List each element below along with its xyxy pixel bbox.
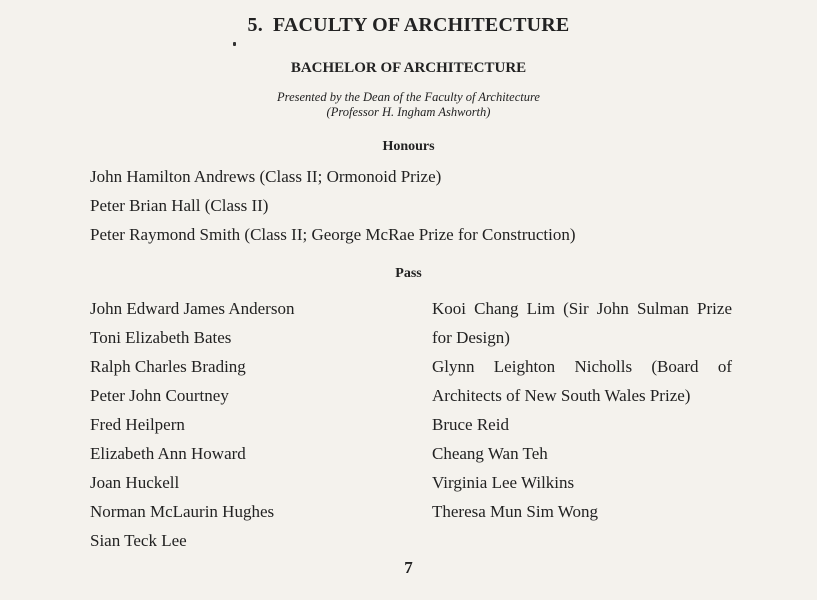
section-number: 5.: [247, 14, 263, 36]
pass-entry: Fred Heilpern: [90, 415, 185, 434]
honours-entry: John Hamilton Andrews (Class II; Ormonoid Prize): [90, 167, 442, 186]
pass-heading: Pass: [395, 266, 422, 281]
pass-entry: Joan Huckell: [90, 473, 180, 492]
pass-entry: Theresa Mun Sim Wong: [432, 502, 598, 521]
presenter-block: [0, 90, 817, 120]
pass-entry: Kooi Chang Lim (Sir John Sulman Prize for Design): [432, 299, 732, 347]
pass-list-left: [90, 294, 410, 555]
pass-entry: Peter John Courtney: [90, 386, 229, 405]
honours-entry: Peter Brian Hall (Class II): [90, 196, 269, 215]
print-speck: [233, 42, 236, 46]
section-title: FACULTY OF ARCHITECTURE: [272, 14, 570, 36]
pass-entry: Norman McLaurin Hughes: [90, 502, 275, 521]
pass-entry: Virginia Lee Wilkins: [432, 473, 575, 492]
pass-entry: Toni Elizabeth Bates: [90, 328, 232, 347]
pass-entry: Ralph Charles Brading: [90, 357, 246, 376]
pass-entry: Elizabeth Ann Howard: [90, 444, 246, 463]
pass-entry: Glynn Leighton Nicholls (Board of Architects of New South Wales Prize): [432, 357, 732, 405]
pass-entry: Sian Teck Lee: [90, 531, 187, 550]
degree-title: BACHELOR OF ARCHITECTURE: [290, 60, 527, 76]
pass-entry: Cheang Wan Teh: [432, 444, 548, 463]
presenter-line-2: (Professor H. Ingham Ashworth): [326, 105, 491, 119]
section-heading: [0, 14, 817, 37]
honours-list: [90, 166, 790, 253]
pass-list-right: [432, 294, 732, 526]
page-number: 7: [404, 558, 413, 577]
pass-entry: Bruce Reid: [432, 415, 509, 434]
presenter-line-1: Presented by the Dean of the Faculty of Architecture: [277, 90, 540, 104]
honours-heading: Honours: [382, 139, 435, 154]
pass-entry: John Edward James Anderson: [90, 299, 295, 318]
honours-entry: Peter Raymond Smith (Class II; George McRae Prize for Construction): [90, 225, 576, 244]
